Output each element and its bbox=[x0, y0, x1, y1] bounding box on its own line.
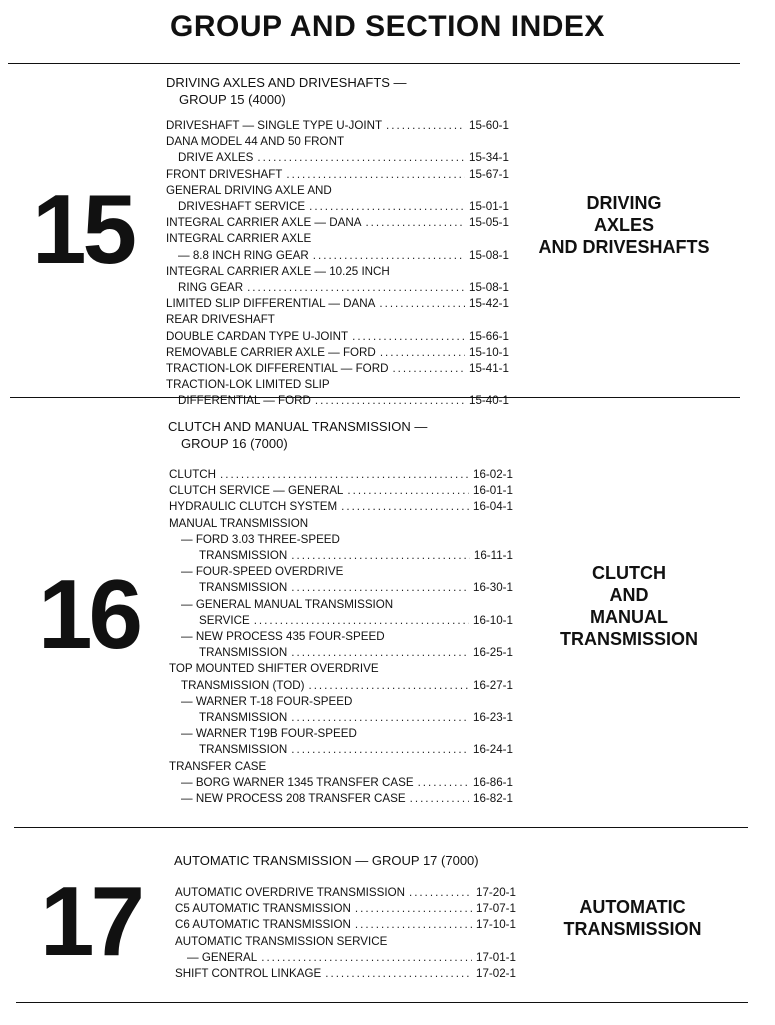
dot-leader bbox=[386, 118, 465, 134]
dot-leader bbox=[341, 499, 469, 515]
index-entry bbox=[169, 742, 513, 758]
entry-title: TRANSMISSION bbox=[199, 743, 288, 757]
group-side-title bbox=[540, 562, 718, 650]
dot-leader bbox=[409, 885, 472, 901]
entry-title: DRIVESHAFT SERVICE bbox=[178, 200, 306, 214]
dot-leader bbox=[291, 548, 470, 564]
index-entry bbox=[166, 312, 509, 328]
side-title-line: TRANSMISSION bbox=[563, 919, 702, 939]
entry-page-number: 15-42-1 bbox=[469, 297, 509, 311]
side-title-line: CLUTCH bbox=[592, 563, 666, 583]
index-entry bbox=[166, 393, 509, 409]
dot-leader bbox=[379, 296, 465, 312]
group-side-title bbox=[520, 192, 728, 258]
group-heading-line: AUTOMATIC TRANSMISSION — GROUP 17 (7000) bbox=[174, 853, 479, 868]
entry-page-number: 15-05-1 bbox=[469, 216, 509, 230]
dot-leader bbox=[308, 678, 469, 694]
index-entry bbox=[166, 377, 509, 393]
index-entry bbox=[169, 564, 513, 580]
divider-bottom bbox=[16, 1002, 748, 1003]
entry-title: — GENERAL MANUAL TRANSMISSION bbox=[181, 597, 394, 611]
dot-leader bbox=[355, 901, 472, 917]
entry-title: DRIVE AXLES bbox=[178, 151, 254, 165]
entry-page-number: 17-02-1 bbox=[476, 967, 516, 981]
dot-leader bbox=[410, 791, 469, 807]
entry-page-number: 17-20-1 bbox=[476, 886, 516, 899]
divider-top bbox=[8, 63, 740, 64]
entry-title: TRANSMISSION bbox=[199, 549, 288, 563]
index-entry bbox=[166, 280, 509, 296]
entry-page-number: 15-34-1 bbox=[469, 151, 509, 165]
entry-title: — NEW PROCESS 435 FOUR-SPEED bbox=[181, 630, 385, 644]
entry-page-number: 15-08-1 bbox=[469, 281, 509, 295]
entry-page-number: 16-02-1 bbox=[473, 468, 513, 481]
index-entry bbox=[175, 934, 516, 950]
entry-page-number: 17-01-1 bbox=[476, 950, 516, 964]
entry-list bbox=[175, 885, 516, 982]
entry-title: TRANSMISSION bbox=[199, 646, 288, 660]
divider-16-17 bbox=[14, 827, 748, 828]
entry-title: MANUAL TRANSMISSION bbox=[169, 516, 309, 530]
group-number: 15 bbox=[32, 174, 134, 284]
entry-title: HYDRAULIC CLUTCH SYSTEM bbox=[169, 500, 338, 514]
entry-title: — FOUR-SPEED OVERDRIVE bbox=[181, 565, 344, 579]
dot-leader bbox=[291, 742, 469, 758]
index-entry bbox=[166, 231, 509, 247]
entry-page-number: 16-01-1 bbox=[473, 484, 513, 498]
dot-leader bbox=[291, 580, 469, 596]
entry-page-number: 15-01-1 bbox=[469, 200, 509, 214]
group-number: 16 bbox=[38, 559, 140, 669]
entry-page-number: 15-10-1 bbox=[469, 345, 509, 359]
entry-page-number: 16-82-1 bbox=[473, 792, 513, 806]
dot-leader bbox=[418, 775, 469, 791]
dot-leader bbox=[254, 613, 469, 629]
entry-title: — GENERAL bbox=[187, 950, 258, 964]
entry-title: DIFFERENTIAL — FORD bbox=[178, 394, 311, 408]
index-entry bbox=[166, 264, 509, 280]
index-entry bbox=[169, 791, 513, 807]
index-entry bbox=[169, 645, 513, 661]
index-entry bbox=[166, 215, 509, 231]
index-entry bbox=[166, 150, 509, 166]
index-entry bbox=[175, 901, 516, 917]
entry-page-number: 16-30-1 bbox=[473, 581, 513, 595]
entry-page-number: 17-10-1 bbox=[476, 918, 516, 932]
index-entry bbox=[166, 329, 509, 345]
dot-leader bbox=[291, 710, 469, 726]
index-entry bbox=[166, 118, 509, 134]
index-entry bbox=[169, 499, 513, 515]
index-entry bbox=[169, 483, 513, 499]
group-heading-line: GROUP 16 (7000) bbox=[181, 436, 288, 451]
entry-list bbox=[166, 118, 509, 410]
index-entry bbox=[175, 917, 516, 933]
side-title-line: AND bbox=[609, 585, 649, 605]
dot-leader bbox=[291, 645, 469, 661]
entry-title: TRANSMISSION (TOD) bbox=[181, 678, 305, 692]
entry-page-number: 16-25-1 bbox=[473, 646, 513, 660]
index-entry bbox=[175, 966, 516, 982]
entry-title: C5 AUTOMATIC TRANSMISSION bbox=[175, 902, 351, 916]
entry-title: — FORD 3.03 THREE-SPEED bbox=[181, 532, 340, 546]
entry-title: CLUTCH bbox=[169, 468, 217, 481]
index-entry bbox=[169, 661, 513, 677]
index-entry bbox=[169, 467, 513, 483]
index-entry bbox=[169, 726, 513, 742]
entry-title: SERVICE bbox=[199, 613, 250, 627]
entry-title: DOUBLE CARDAN TYPE U-JOINT bbox=[166, 329, 349, 343]
entry-title: LIMITED SLIP DIFFERENTIAL — DANA bbox=[166, 297, 376, 311]
dot-leader bbox=[257, 150, 465, 166]
entry-title: — 8.8 INCH RING GEAR bbox=[178, 248, 309, 262]
dot-leader bbox=[352, 329, 465, 345]
entry-page-number: 15-67-1 bbox=[469, 167, 509, 181]
entry-page-number: 16-86-1 bbox=[473, 775, 513, 789]
entry-title: FRONT DRIVESHAFT bbox=[166, 167, 283, 181]
dot-leader bbox=[380, 345, 465, 361]
entry-title: TRACTION-LOK LIMITED SLIP bbox=[166, 378, 330, 392]
entry-title: INTEGRAL CARRIER AXLE — 10.25 INCH bbox=[166, 264, 390, 278]
entry-title: DANA MODEL 44 AND 50 FRONT bbox=[166, 135, 345, 149]
group-side-title bbox=[540, 896, 725, 940]
entry-page-number: 15-41-1 bbox=[469, 362, 509, 376]
dot-leader bbox=[247, 280, 465, 296]
group-heading bbox=[166, 74, 407, 108]
entry-page-number: 15-66-1 bbox=[469, 329, 509, 343]
entry-page-number: 16-04-1 bbox=[473, 500, 513, 514]
index-entry bbox=[169, 775, 513, 791]
divider-15-16 bbox=[10, 397, 740, 398]
page-title: GROUP AND SECTION INDEX bbox=[170, 10, 605, 43]
entry-page-number: 15-60-1 bbox=[469, 119, 509, 132]
group-heading bbox=[174, 852, 479, 869]
entry-title: GENERAL DRIVING AXLE AND bbox=[166, 183, 332, 197]
index-entry bbox=[166, 345, 509, 361]
index-entry bbox=[166, 183, 509, 199]
entry-title: — WARNER T19B FOUR-SPEED bbox=[181, 727, 357, 741]
dot-leader bbox=[392, 361, 465, 377]
side-title-line: AXLES bbox=[593, 215, 654, 235]
entry-title: REAR DRIVESHAFT bbox=[166, 313, 275, 327]
entry-title: — NEW PROCESS 208 TRANSFER CASE bbox=[181, 792, 406, 806]
index-entry bbox=[166, 248, 509, 264]
dot-leader bbox=[347, 483, 469, 499]
index-entry bbox=[175, 950, 516, 966]
index-entry bbox=[166, 199, 509, 215]
index-entry bbox=[169, 597, 513, 613]
index-entry bbox=[169, 759, 513, 775]
group-heading-line: DRIVING AXLES AND DRIVESHAFTS — bbox=[166, 75, 407, 90]
dot-leader bbox=[309, 199, 465, 215]
entry-title: TRACTION-LOK DIFFERENTIAL — FORD bbox=[166, 362, 389, 376]
entry-page-number: 17-07-1 bbox=[476, 902, 516, 916]
entry-title: C6 AUTOMATIC TRANSMISSION bbox=[175, 918, 351, 932]
entry-title: TRANSMISSION bbox=[199, 581, 288, 595]
entry-title: TRANSFER CASE bbox=[169, 759, 267, 773]
entry-page-number: 16-24-1 bbox=[473, 743, 513, 757]
entry-page-number: 16-11-1 bbox=[473, 549, 513, 563]
entry-title: TRANSMISSION bbox=[199, 711, 288, 725]
entry-title: INTEGRAL CARRIER AXLE bbox=[166, 232, 312, 246]
entry-title: INTEGRAL CARRIER AXLE — DANA bbox=[166, 216, 362, 230]
index-entry bbox=[169, 613, 513, 629]
entry-title: SHIFT CONTROL LINKAGE bbox=[175, 967, 322, 981]
entry-list bbox=[169, 467, 513, 807]
index-entry bbox=[169, 532, 513, 548]
entry-title: — WARNER T-18 FOUR-SPEED bbox=[181, 694, 353, 708]
index-entry bbox=[169, 710, 513, 726]
index-entry bbox=[175, 885, 516, 901]
side-title-line: AND DRIVESHAFTS bbox=[538, 237, 710, 257]
dot-leader bbox=[325, 966, 472, 982]
entry-page-number: 16-27-1 bbox=[473, 678, 513, 692]
entry-title: CLUTCH SERVICE — GENERAL bbox=[169, 484, 344, 498]
group-heading-line: CLUTCH AND MANUAL TRANSMISSION — bbox=[168, 419, 428, 434]
entry-title: DRIVESHAFT — SINGLE TYPE U-JOINT bbox=[166, 119, 383, 132]
index-entry bbox=[169, 694, 513, 710]
index-entry bbox=[166, 167, 509, 183]
group-number: 17 bbox=[40, 866, 142, 976]
entry-page-number: 15-08-1 bbox=[469, 248, 509, 262]
index-entry bbox=[169, 516, 513, 532]
dot-leader bbox=[355, 917, 472, 933]
dot-leader bbox=[286, 167, 465, 183]
index-entry bbox=[166, 296, 509, 312]
dot-leader bbox=[315, 393, 465, 409]
dot-leader bbox=[365, 215, 465, 231]
entry-page-number: 16-10-1 bbox=[473, 613, 513, 627]
entry-title: RING GEAR bbox=[178, 281, 244, 295]
group-heading-line: GROUP 15 (4000) bbox=[179, 92, 286, 107]
group-heading bbox=[168, 418, 427, 452]
side-title-line: MANUAL bbox=[590, 607, 668, 627]
dot-leader bbox=[313, 248, 465, 264]
index-entry bbox=[169, 548, 513, 564]
side-title-line: AUTOMATIC bbox=[579, 897, 686, 917]
entry-title: TOP MOUNTED SHIFTER OVERDRIVE bbox=[169, 662, 379, 676]
side-title-line: TRANSMISSION bbox=[559, 629, 698, 649]
entry-title: — BORG WARNER 1345 TRANSFER CASE bbox=[181, 775, 414, 789]
side-title-line: DRIVING bbox=[586, 193, 662, 213]
dot-leader bbox=[220, 467, 469, 483]
entry-page-number: 16-23-1 bbox=[473, 711, 513, 725]
index-entry bbox=[169, 629, 513, 645]
dot-leader bbox=[261, 950, 472, 966]
index-entry bbox=[166, 361, 509, 377]
index-entry bbox=[169, 678, 513, 694]
entry-title: AUTOMATIC OVERDRIVE TRANSMISSION bbox=[175, 886, 405, 899]
entry-page-number: 15-40-1 bbox=[469, 394, 509, 408]
index-entry bbox=[169, 580, 513, 596]
entry-title: REMOVABLE CARRIER AXLE — FORD bbox=[166, 345, 376, 359]
index-entry bbox=[166, 134, 509, 150]
entry-title: AUTOMATIC TRANSMISSION SERVICE bbox=[175, 934, 388, 948]
